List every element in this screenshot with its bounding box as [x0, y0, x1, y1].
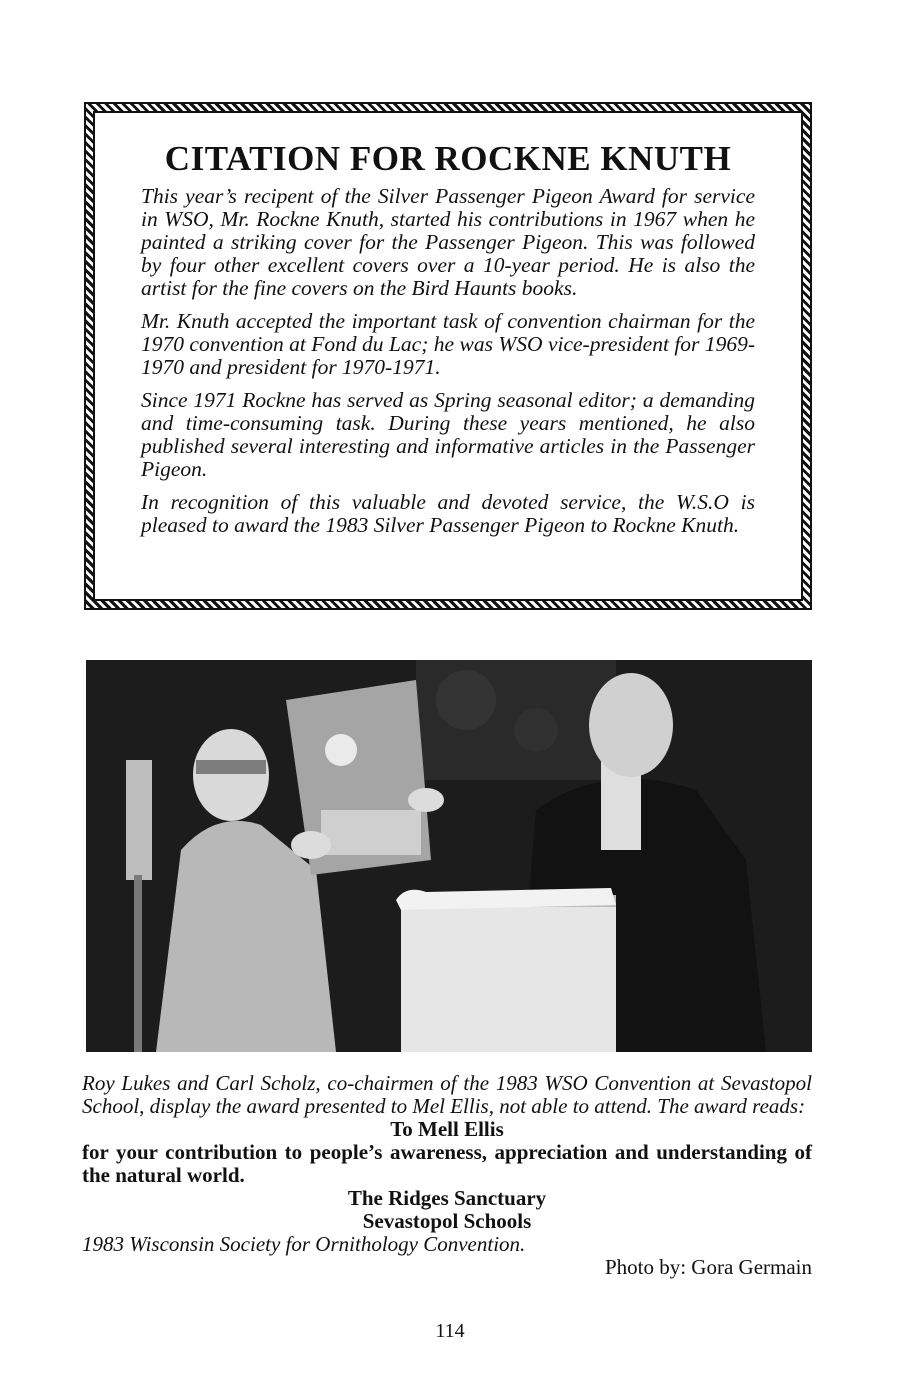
citation-paragraph-2: Mr. Knuth accepted the important task of convention chairman for the 1970 convention at Fond du Lac; he was WSO vice-president for 1969-1970 and president for 1970-1971. — [141, 309, 755, 379]
caption-intro: Roy Lukes and Carl Scholz, co-chairmen of the 1983 WSO Convention at Sevastopol School, display the award presented to Mel Ellis, not able to attend. The award reads: — [82, 1071, 812, 1118]
citation-paragraph-4: In recognition of this valuable and devoted service, the W.S.O is pleased to award the 1983 Silver Passenger Pigeon to Rockne Knuth. — [141, 490, 755, 537]
citation-paragraph-1: This year’s recipent of the Silver Passenger Pigeon Award for service in WSO, Mr. Rockne Knuth, started his contributions in 1967 when he painted a striking cover for the Passenger Pigeon. This was followed by four other excellent covers over a 10-year period. He is also the artist for the fine covers on the Bird Haunts books. — [141, 184, 755, 300]
photo-credit: Photo by: Gora Germain — [604, 1255, 812, 1279]
award-recipient: To Mell Ellis — [390, 1117, 504, 1141]
award-photo — [86, 660, 812, 1052]
citation-paragraph-3: Since 1971 Rockne has served as Spring seasonal editor; a demanding and time-consuming task. During these years mentioned, he also published several interesting and informative articles in the Passenger Pigeon. — [141, 388, 755, 481]
award-text: for your contribution to people’s awareness, appreciation and understanding of the natural world. — [82, 1140, 812, 1187]
award-event: 1983 Wisconsin Society for Ornithology Convention. — [82, 1232, 526, 1256]
citation-content — [93, 111, 803, 601]
photo-caption — [82, 1072, 812, 1279]
citation-title: CITATION FOR ROCKNE KNUTH — [164, 139, 732, 178]
citation-box — [84, 102, 812, 610]
page-number: 114 — [435, 1320, 465, 1342]
award-photo-illustration — [86, 660, 812, 1052]
award-org-2: Sevastopol Schools — [362, 1209, 532, 1233]
award-org-1: The Ridges Sanctuary — [347, 1186, 547, 1210]
